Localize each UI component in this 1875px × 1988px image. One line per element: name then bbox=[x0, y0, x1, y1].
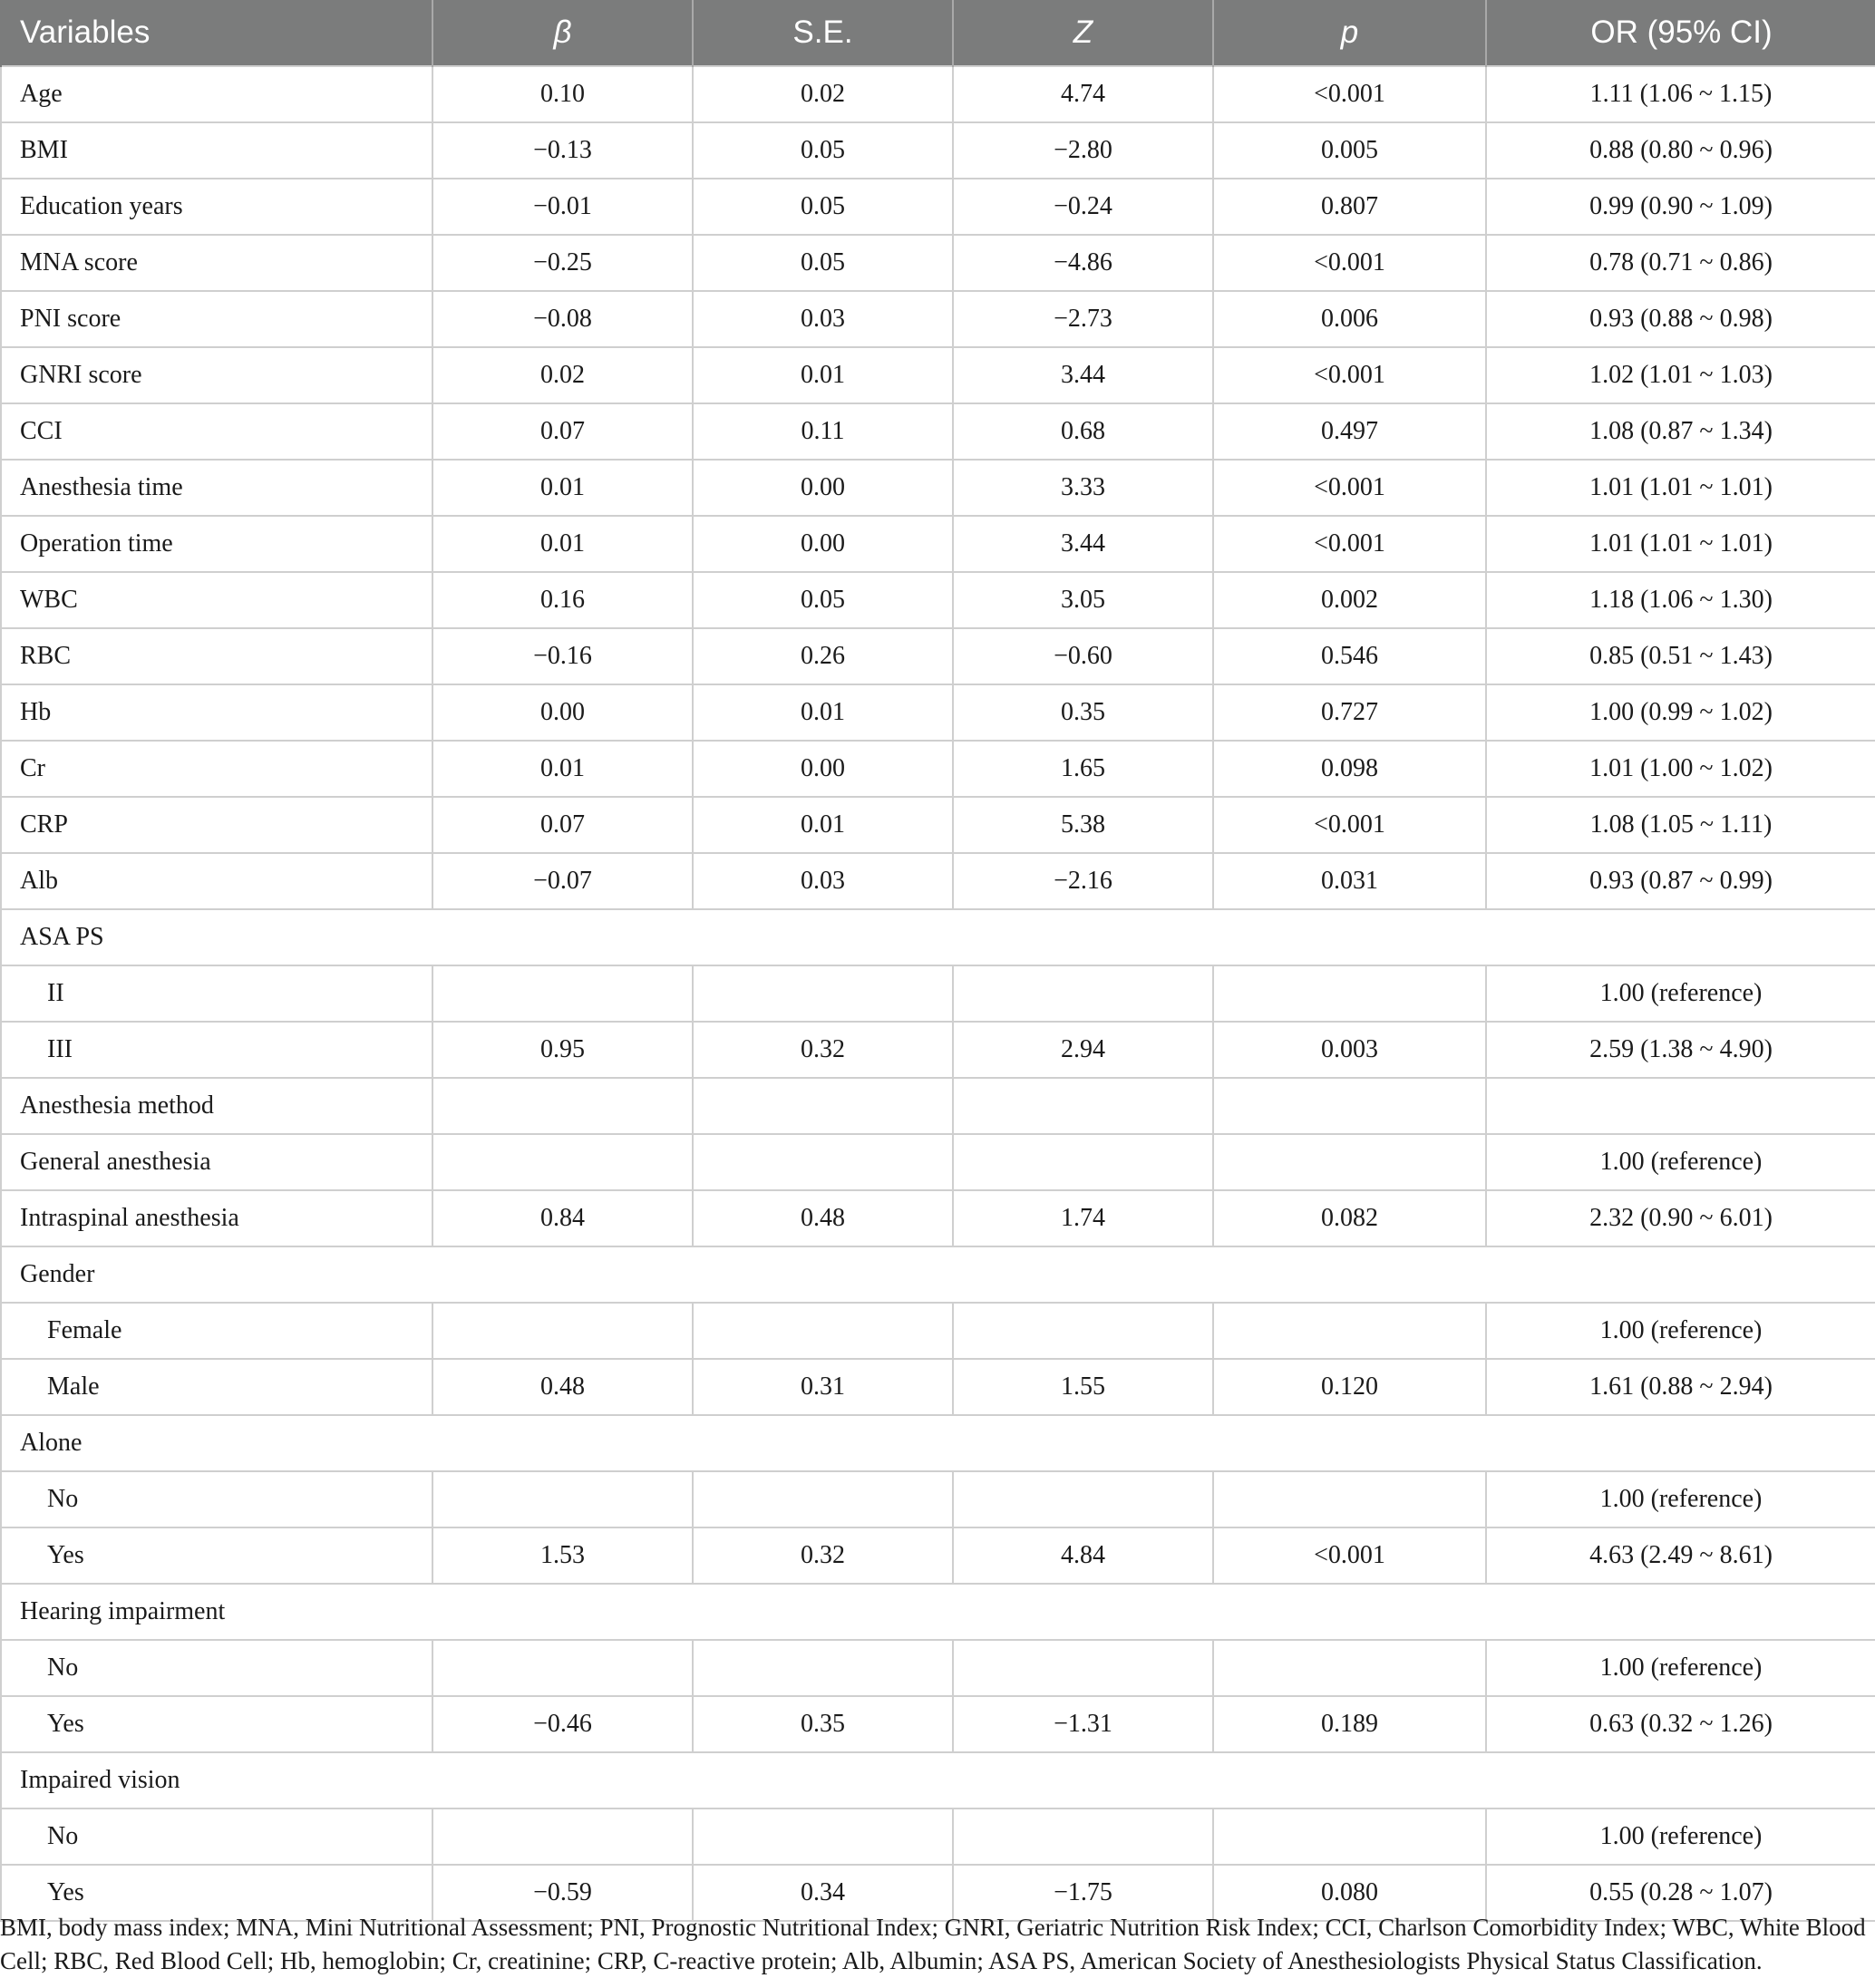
cell-p: <0.001 bbox=[1213, 516, 1486, 572]
cell-p: 0.189 bbox=[1213, 1696, 1486, 1752]
table-row bbox=[1, 1471, 1875, 1527]
table-row bbox=[1, 1640, 1875, 1696]
cell-or: 1.00 (reference) bbox=[1486, 1303, 1875, 1359]
cell-p: 0.005 bbox=[1213, 122, 1486, 179]
cell-variable: Education years bbox=[1, 179, 432, 235]
cell-beta: 1.53 bbox=[432, 1527, 693, 1584]
cell-se: 0.11 bbox=[693, 403, 953, 460]
table-row bbox=[1, 1190, 1875, 1246]
cell-beta: −0.07 bbox=[432, 853, 693, 909]
header-variables: Variables bbox=[1, 0, 432, 66]
cell-z: 1.65 bbox=[953, 741, 1213, 797]
cell-p: 0.098 bbox=[1213, 741, 1486, 797]
cell-p bbox=[1213, 1303, 1486, 1359]
table-row bbox=[1, 122, 1875, 179]
cell-or: 1.00 (0.99 ~ 1.02) bbox=[1486, 684, 1875, 741]
table-row bbox=[1, 965, 1875, 1022]
cell-z: 1.55 bbox=[953, 1359, 1213, 1415]
cell-p bbox=[1213, 1640, 1486, 1696]
group-label: Hearing impairment bbox=[1, 1584, 1875, 1640]
cell-beta: 0.01 bbox=[432, 460, 693, 516]
cell-beta: −0.13 bbox=[432, 122, 693, 179]
cell-or: 1.18 (1.06 ~ 1.30) bbox=[1486, 572, 1875, 628]
cell-p: <0.001 bbox=[1213, 460, 1486, 516]
cell-se: 0.35 bbox=[693, 1696, 953, 1752]
table-row bbox=[1, 179, 1875, 235]
cell-se: 0.05 bbox=[693, 122, 953, 179]
cell-se bbox=[693, 1471, 953, 1527]
table-row bbox=[1, 741, 1875, 797]
cell-p: <0.001 bbox=[1213, 66, 1486, 122]
cell-p bbox=[1213, 1809, 1486, 1865]
cell-or: 1.01 (1.01 ~ 1.01) bbox=[1486, 460, 1875, 516]
cell-se: 0.05 bbox=[693, 179, 953, 235]
cell-p: 0.002 bbox=[1213, 572, 1486, 628]
table-group-row bbox=[1, 1246, 1875, 1303]
cell-or: 0.93 (0.87 ~ 0.99) bbox=[1486, 853, 1875, 909]
table-row bbox=[1, 403, 1875, 460]
cell-or: 0.85 (0.51 ~ 1.43) bbox=[1486, 628, 1875, 684]
cell-z bbox=[953, 1078, 1213, 1134]
header-p: p bbox=[1213, 0, 1486, 66]
cell-or: 0.99 (0.90 ~ 1.09) bbox=[1486, 179, 1875, 235]
table-row bbox=[1, 516, 1875, 572]
cell-se: 0.32 bbox=[693, 1527, 953, 1584]
cell-variable: MNA score bbox=[1, 235, 432, 291]
cell-se: 0.00 bbox=[693, 460, 953, 516]
cell-beta: −0.59 bbox=[432, 1865, 693, 1921]
cell-beta: 0.84 bbox=[432, 1190, 693, 1246]
cell-or: 1.11 (1.06 ~ 1.15) bbox=[1486, 66, 1875, 122]
cell-beta bbox=[432, 1640, 693, 1696]
table-row bbox=[1, 66, 1875, 122]
table-row bbox=[1, 460, 1875, 516]
cell-variable: Hb bbox=[1, 684, 432, 741]
cell-se bbox=[693, 965, 953, 1022]
table-row bbox=[1, 291, 1875, 347]
cell-p: 0.120 bbox=[1213, 1359, 1486, 1415]
cell-z: −2.80 bbox=[953, 122, 1213, 179]
table-row bbox=[1, 628, 1875, 684]
cell-se: 0.01 bbox=[693, 684, 953, 741]
cell-beta: −0.25 bbox=[432, 235, 693, 291]
cell-variable: RBC bbox=[1, 628, 432, 684]
cell-z: 0.35 bbox=[953, 684, 1213, 741]
cell-or: 1.02 (1.01 ~ 1.03) bbox=[1486, 347, 1875, 403]
table-body bbox=[1, 66, 1875, 1921]
table-header bbox=[1, 0, 1875, 66]
cell-p: 0.080 bbox=[1213, 1865, 1486, 1921]
cell-p: <0.001 bbox=[1213, 797, 1486, 853]
cell-beta: 0.00 bbox=[432, 684, 693, 741]
cell-variable: No bbox=[1, 1640, 432, 1696]
cell-z: −4.86 bbox=[953, 235, 1213, 291]
cell-beta: −0.08 bbox=[432, 291, 693, 347]
cell-z: 3.05 bbox=[953, 572, 1213, 628]
cell-variable: Cr bbox=[1, 741, 432, 797]
cell-beta: 0.48 bbox=[432, 1359, 693, 1415]
cell-variable: Intraspinal anesthesia bbox=[1, 1190, 432, 1246]
cell-beta bbox=[432, 1134, 693, 1190]
cell-variable: Anesthesia time bbox=[1, 460, 432, 516]
cell-p: <0.001 bbox=[1213, 347, 1486, 403]
cell-or: 1.01 (1.00 ~ 1.02) bbox=[1486, 741, 1875, 797]
cell-or: 0.55 (0.28 ~ 1.07) bbox=[1486, 1865, 1875, 1921]
cell-variable: BMI bbox=[1, 122, 432, 179]
cell-z: 4.74 bbox=[953, 66, 1213, 122]
cell-beta: −0.01 bbox=[432, 179, 693, 235]
cell-z: 2.94 bbox=[953, 1022, 1213, 1078]
cell-variable: No bbox=[1, 1809, 432, 1865]
table-row bbox=[1, 235, 1875, 291]
cell-beta: 0.10 bbox=[432, 66, 693, 122]
cell-or: 1.08 (0.87 ~ 1.34) bbox=[1486, 403, 1875, 460]
cell-or: 0.78 (0.71 ~ 0.86) bbox=[1486, 235, 1875, 291]
cell-se bbox=[693, 1078, 953, 1134]
cell-se: 0.02 bbox=[693, 66, 953, 122]
cell-or: 1.00 (reference) bbox=[1486, 1809, 1875, 1865]
table-group-row bbox=[1, 909, 1875, 965]
cell-z: −2.73 bbox=[953, 291, 1213, 347]
table-row bbox=[1, 1303, 1875, 1359]
cell-variable: Male bbox=[1, 1359, 432, 1415]
cell-se: 0.01 bbox=[693, 797, 953, 853]
table-row bbox=[1, 1359, 1875, 1415]
cell-or bbox=[1486, 1078, 1875, 1134]
cell-variable: III bbox=[1, 1022, 432, 1078]
cell-p: 0.082 bbox=[1213, 1190, 1486, 1246]
cell-z: −1.31 bbox=[953, 1696, 1213, 1752]
cell-or: 1.00 (reference) bbox=[1486, 1471, 1875, 1527]
header-z: Z bbox=[953, 0, 1213, 66]
cell-variable: GNRI score bbox=[1, 347, 432, 403]
table-group-row bbox=[1, 1584, 1875, 1640]
cell-or: 2.32 (0.90 ~ 6.01) bbox=[1486, 1190, 1875, 1246]
cell-variable: Yes bbox=[1, 1527, 432, 1584]
table-group-row bbox=[1, 1415, 1875, 1471]
table-row bbox=[1, 1696, 1875, 1752]
cell-variable: Yes bbox=[1, 1696, 432, 1752]
cell-z: 5.38 bbox=[953, 797, 1213, 853]
table-row bbox=[1, 853, 1875, 909]
table-row bbox=[1, 797, 1875, 853]
header-beta: β bbox=[432, 0, 693, 66]
cell-z bbox=[953, 1134, 1213, 1190]
cell-variable: Operation time bbox=[1, 516, 432, 572]
cell-beta bbox=[432, 1809, 693, 1865]
cell-variable: Alb bbox=[1, 853, 432, 909]
cell-or: 1.08 (1.05 ~ 1.11) bbox=[1486, 797, 1875, 853]
cell-p: 0.031 bbox=[1213, 853, 1486, 909]
table-row bbox=[1, 684, 1875, 741]
cell-or: 1.00 (reference) bbox=[1486, 1134, 1875, 1190]
cell-variable: Age bbox=[1, 66, 432, 122]
cell-z bbox=[953, 1809, 1213, 1865]
cell-variable: Female bbox=[1, 1303, 432, 1359]
header-se: S.E. bbox=[693, 0, 953, 66]
cell-variable: II bbox=[1, 965, 432, 1022]
group-label: Alone bbox=[1, 1415, 1875, 1471]
cell-z: −0.60 bbox=[953, 628, 1213, 684]
group-label: Impaired vision bbox=[1, 1752, 1875, 1809]
cell-or: 0.63 (0.32 ~ 1.26) bbox=[1486, 1696, 1875, 1752]
cell-z: −2.16 bbox=[953, 853, 1213, 909]
cell-se bbox=[693, 1809, 953, 1865]
cell-z bbox=[953, 1471, 1213, 1527]
cell-variable: Anesthesia method bbox=[1, 1078, 432, 1134]
cell-or: 0.93 (0.88 ~ 0.98) bbox=[1486, 291, 1875, 347]
cell-variable: Yes bbox=[1, 1865, 432, 1921]
cell-se: 0.26 bbox=[693, 628, 953, 684]
cell-or: 1.61 (0.88 ~ 2.94) bbox=[1486, 1359, 1875, 1415]
cell-se: 0.00 bbox=[693, 741, 953, 797]
cell-z bbox=[953, 1640, 1213, 1696]
cell-or: 1.00 (reference) bbox=[1486, 1640, 1875, 1696]
group-label: ASA PS bbox=[1, 909, 1875, 965]
cell-z: −0.24 bbox=[953, 179, 1213, 235]
cell-beta bbox=[432, 965, 693, 1022]
cell-z: 3.44 bbox=[953, 516, 1213, 572]
cell-p: 0.807 bbox=[1213, 179, 1486, 235]
cell-variable: CCI bbox=[1, 403, 432, 460]
cell-p: 0.003 bbox=[1213, 1022, 1486, 1078]
cell-variable: CRP bbox=[1, 797, 432, 853]
cell-z bbox=[953, 965, 1213, 1022]
cell-se: 0.31 bbox=[693, 1359, 953, 1415]
cell-z: 4.84 bbox=[953, 1527, 1213, 1584]
table-footnote: BMI, body mass index; MNA, Mini Nutritional Assessment; PNI, Prognostic Nutritional Index; GNRI, Geriatric Nutrition Risk Index; CCI, Charlson Comorbidity Index; WBC, White Blood Cell; RBC, Red Blood Cell; Hb, hemoglobin; Cr, creatinine; CRP, C-reactive protein; Alb, Albumin; ASA PS, American Society of Anesthesiologists Physical Status Classification. bbox=[0, 1914, 1866, 1974]
cell-p: 0.727 bbox=[1213, 684, 1486, 741]
header-or-ci: OR (95% CI) bbox=[1486, 0, 1875, 66]
cell-or: 1.00 (reference) bbox=[1486, 965, 1875, 1022]
cell-se: 0.34 bbox=[693, 1865, 953, 1921]
header-row bbox=[1, 0, 1875, 66]
cell-se bbox=[693, 1134, 953, 1190]
cell-variable: General anesthesia bbox=[1, 1134, 432, 1190]
cell-z: 1.74 bbox=[953, 1190, 1213, 1246]
cell-beta: 0.02 bbox=[432, 347, 693, 403]
table-row bbox=[1, 1022, 1875, 1078]
table-row bbox=[1, 572, 1875, 628]
cell-se: 0.00 bbox=[693, 516, 953, 572]
cell-z: 0.68 bbox=[953, 403, 1213, 460]
table-row bbox=[1, 1078, 1875, 1134]
table-group-row bbox=[1, 1752, 1875, 1809]
cell-p bbox=[1213, 1471, 1486, 1527]
cell-se bbox=[693, 1640, 953, 1696]
cell-beta: 0.07 bbox=[432, 797, 693, 853]
cell-beta: 0.07 bbox=[432, 403, 693, 460]
table-row bbox=[1, 1527, 1875, 1584]
cell-p: 0.546 bbox=[1213, 628, 1486, 684]
cell-z: −1.75 bbox=[953, 1865, 1213, 1921]
cell-p: <0.001 bbox=[1213, 1527, 1486, 1584]
cell-beta bbox=[432, 1471, 693, 1527]
cell-p: 0.497 bbox=[1213, 403, 1486, 460]
cell-beta: 0.01 bbox=[432, 741, 693, 797]
cell-beta: 0.16 bbox=[432, 572, 693, 628]
cell-variable: PNI score bbox=[1, 291, 432, 347]
cell-beta bbox=[432, 1303, 693, 1359]
cell-variable: WBC bbox=[1, 572, 432, 628]
cell-se: 0.03 bbox=[693, 291, 953, 347]
cell-or: 1.01 (1.01 ~ 1.01) bbox=[1486, 516, 1875, 572]
cell-variable: No bbox=[1, 1471, 432, 1527]
cell-se: 0.01 bbox=[693, 347, 953, 403]
cell-beta bbox=[432, 1078, 693, 1134]
cell-se bbox=[693, 1303, 953, 1359]
cell-beta: 0.01 bbox=[432, 516, 693, 572]
cell-z: 3.44 bbox=[953, 347, 1213, 403]
cell-beta: 0.95 bbox=[432, 1022, 693, 1078]
table-row bbox=[1, 347, 1875, 403]
cell-or: 2.59 (1.38 ~ 4.90) bbox=[1486, 1022, 1875, 1078]
cell-se: 0.03 bbox=[693, 853, 953, 909]
cell-p bbox=[1213, 1134, 1486, 1190]
cell-se: 0.48 bbox=[693, 1190, 953, 1246]
table-row bbox=[1, 1809, 1875, 1865]
group-label: Gender bbox=[1, 1246, 1875, 1303]
cell-or: 0.88 (0.80 ~ 0.96) bbox=[1486, 122, 1875, 179]
cell-p: <0.001 bbox=[1213, 235, 1486, 291]
cell-or: 4.63 (2.49 ~ 8.61) bbox=[1486, 1527, 1875, 1584]
cell-se: 0.32 bbox=[693, 1022, 953, 1078]
cell-p: 0.006 bbox=[1213, 291, 1486, 347]
cell-se: 0.05 bbox=[693, 572, 953, 628]
cell-beta: −0.46 bbox=[432, 1696, 693, 1752]
cell-se: 0.05 bbox=[693, 235, 953, 291]
cell-z: 3.33 bbox=[953, 460, 1213, 516]
cell-p bbox=[1213, 1078, 1486, 1134]
cell-beta: −0.16 bbox=[432, 628, 693, 684]
table-row bbox=[1, 1134, 1875, 1190]
cell-p bbox=[1213, 965, 1486, 1022]
cell-z bbox=[953, 1303, 1213, 1359]
